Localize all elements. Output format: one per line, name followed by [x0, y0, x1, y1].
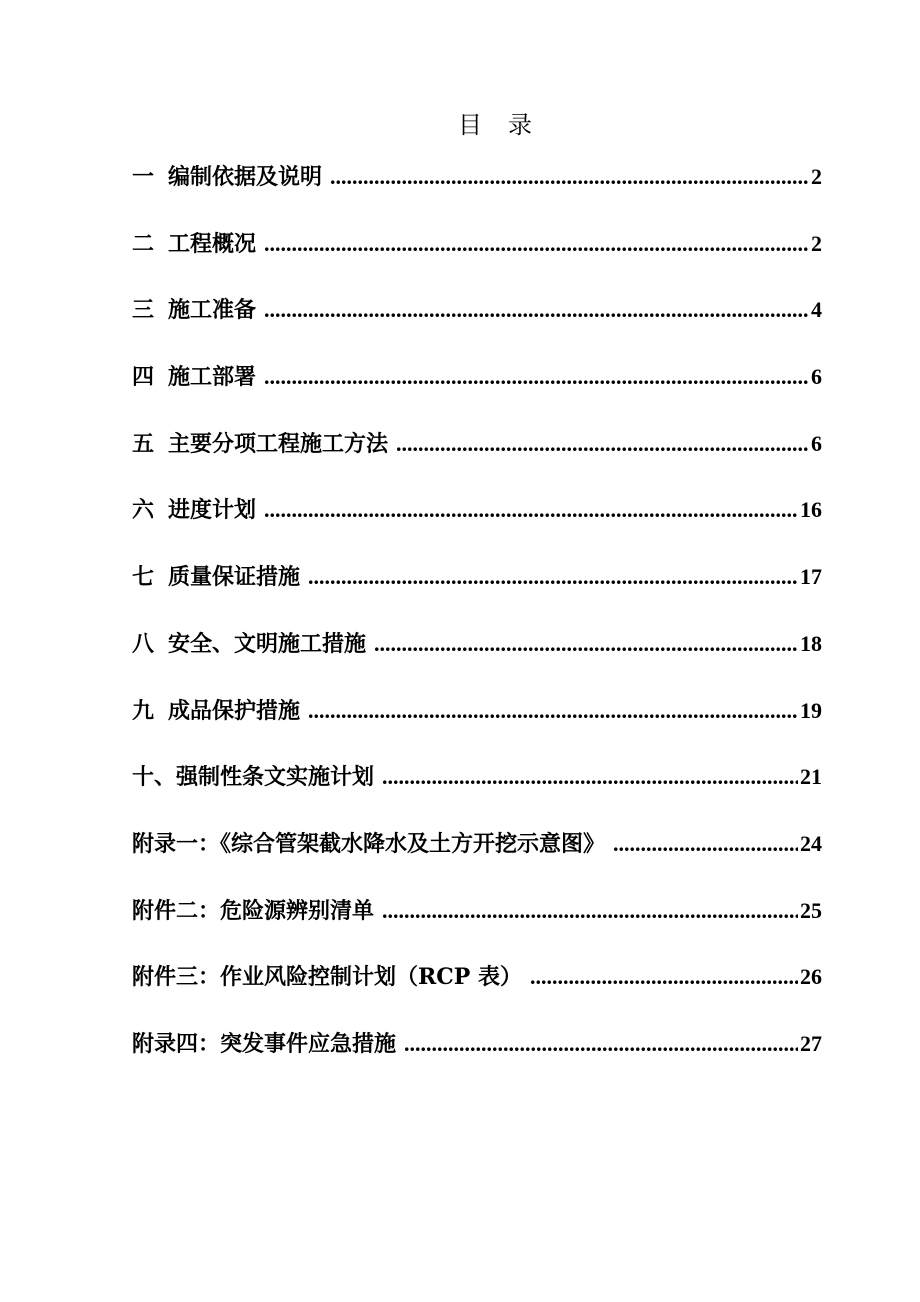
toc-entry-number: 一 [132, 164, 155, 190]
toc-entry-number: 九 [132, 697, 155, 724]
toc-entry-title: 进度计划 [168, 497, 257, 524]
toc-entry-6[interactable] [132, 493, 822, 560]
toc-entry-number: 三 [132, 297, 155, 324]
toc-leader-dots [308, 698, 798, 724]
toc-entry-title: 十、强制性条文实施计划 [132, 764, 375, 791]
toc-entry-number: 四 [132, 364, 155, 391]
toc-entry-page: 27 [800, 1030, 822, 1056]
toc-entry-page: 6 [811, 364, 822, 390]
toc-leader-dots [382, 898, 798, 924]
toc-leader-dots [613, 831, 798, 857]
toc-entry-4[interactable] [132, 360, 822, 427]
toc-leader-dots [264, 231, 809, 257]
toc-entry-page: 2 [811, 230, 822, 256]
toc-entry-appendix-3[interactable] [132, 960, 822, 1027]
toc-entry-1[interactable] [132, 160, 822, 227]
toc-entry-appendix-2[interactable] [132, 894, 822, 961]
toc-leader-dots [396, 431, 809, 457]
toc-entry-10[interactable] [132, 760, 822, 827]
toc-entry-title: 安全、文明施工措施 [168, 630, 367, 657]
toc-entry-page: 17 [800, 564, 822, 590]
toc-entry-page: 21 [800, 764, 822, 790]
toc-entry-number: 五 [132, 430, 155, 457]
toc-leader-dots [330, 164, 809, 190]
toc-entry-2[interactable] [132, 227, 822, 294]
toc-entry-title: 施工部署 [168, 364, 257, 391]
toc-entry-title: 编制依据及说明 [168, 164, 323, 190]
toc-leader-dots [264, 497, 798, 523]
toc-leader-dots [264, 364, 809, 390]
toc-leader-dots [530, 964, 798, 990]
toc-entry-page: 26 [800, 964, 822, 990]
toc-entry-title: 主要分项工程施工方法 [168, 430, 389, 457]
toc-entry-page: 24 [800, 830, 822, 856]
toc-entry-title: 成品保护措施 [168, 697, 301, 724]
toc-entry-title: 附录一：《综合管架截水降水及土方开挖示意图》 [132, 830, 606, 857]
toc-entry-title: 附件二：危险源辨别清单 [132, 897, 375, 924]
toc-entry-appendix-1[interactable] [132, 827, 822, 894]
toc-entry-title: 附录四：突发事件应急措施 [132, 1030, 397, 1057]
toc-leader-dots [404, 1031, 798, 1057]
toc-entry-number: 六 [132, 497, 155, 524]
toc-leader-dots [374, 631, 798, 657]
toc-leader-dots [308, 564, 798, 590]
toc-entry-page: 4 [811, 297, 822, 323]
toc-title-right: 录 [508, 111, 532, 139]
toc-entry-page: 25 [800, 897, 822, 923]
toc-entry-title: 附件三：作业风险控制计划（RCP 表） [132, 964, 522, 991]
toc-title-left: 目 [458, 111, 482, 139]
toc-entry-number: 八 [132, 630, 155, 657]
toc-entry-title: 工程概况 [168, 230, 257, 257]
toc-entry-appendix-4[interactable] [132, 1027, 822, 1094]
toc-entry-number: 七 [132, 564, 155, 591]
toc-entry-page: 16 [800, 497, 822, 523]
toc-entry-page: 18 [800, 630, 822, 656]
toc-title [0, 105, 920, 140]
toc-entry-8[interactable] [132, 627, 822, 694]
toc-entry-3[interactable] [132, 293, 822, 360]
toc-entry-title: 质量保证措施 [168, 564, 301, 591]
toc-entry-number: 二 [132, 230, 155, 257]
toc-leader-dots [382, 764, 798, 790]
toc-list [132, 160, 822, 1094]
toc-entry-9[interactable] [132, 694, 822, 761]
toc-leader-dots [264, 297, 809, 323]
toc-entry-5[interactable] [132, 427, 822, 494]
toc-entry-page: 19 [800, 697, 822, 723]
toc-entry-page: 2 [811, 164, 822, 189]
toc-entry-page: 6 [811, 430, 822, 456]
toc-entry-title: 施工准备 [168, 297, 257, 324]
toc-entry-7[interactable] [132, 560, 822, 627]
